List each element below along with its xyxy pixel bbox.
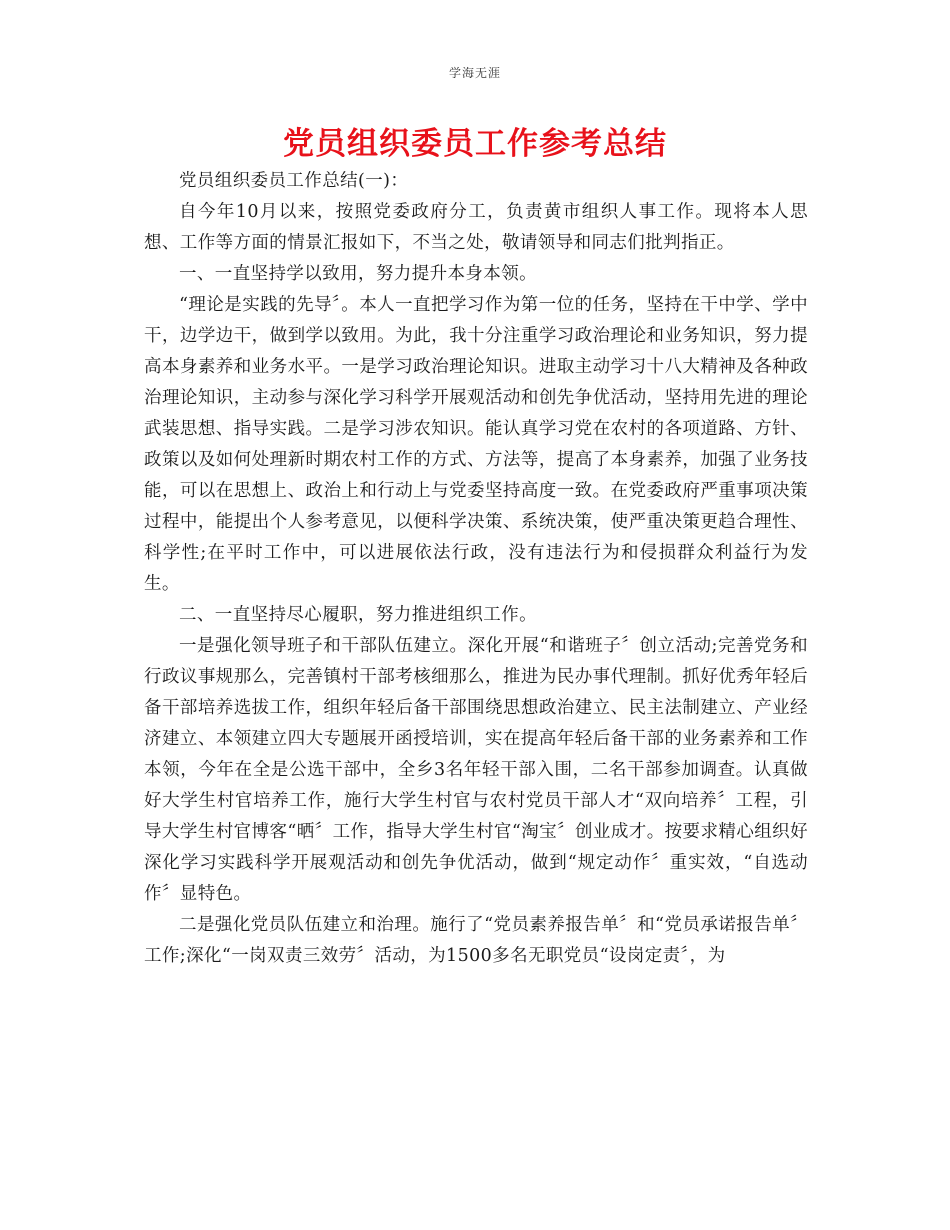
intro-paragraph: 自今年10月以来，按照党委政府分工，负责黄市组织人事工作。现将本人思想、工作等方面的情景汇报如下，不当之处，敬请领导和同志们批判指正。 xyxy=(144,202,808,253)
section-heading-duty: 二、一直坚持尽心履职，努力推进组织工作。 xyxy=(179,605,537,625)
page-header: 学海无涯 xyxy=(448,66,501,80)
party-member-paragraph: 二是强化党员队伍建立和治理。施行了“党员素养报告单〞和“党员承诺报告单〞工作;深化“一岗双责三效劳〞活动，为1500多名无职党员“设岗定责〞，为 xyxy=(144,915,808,966)
document-title: 党员组织委员工作参考总结 xyxy=(283,126,667,162)
document-body xyxy=(144,166,808,972)
study-paragraph: “理论是实践的先导〞。本人一直把学习作为第一位的任务，坚持在干中学、学中干，边学边干，做到学以致用。为此，我十分注重学习政治理论和业务知识，努力提高本身素养和业务水平。一是学习政治理论知识。进取主动学习十八大精神及各种政治理论知识，主动参与深化学习科学开展观活动和创先争优活动，坚持用先进的理论武装思想、指导实践。二是学习涉农知识。能认真学习党在农村的各项道路、方针、政策以及如何处理新时期农村工作的方式、方法等，提高了本身素养，加强了业务技能，可以在思想上、政治上和行动上与党委坚持高度一致。在党委政府严重事项决策过程中，能提出个人参考意见，以便科学决策、系统决策，使严重决策更趋合理性、科学性;在平时工作中，可以进展依法行政，没有违法行为和侵损群众利益行为发生。 xyxy=(144,295,808,594)
leadership-paragraph: 一是强化领导班子和干部队伍建立。深化开展“和谐班子〞创立活动;完善党务和行政议事规那么，完善镇村干部考核细那么，推进为民办事代理制。抓好优秀年轻后备干部培养选拔工作，组织年轻后备干部围绕思想政治建立、民主法制建立、产业经济建立、本领建立四大专题展开函授培训，实在提高年轻后备干部的业务素养和工作本领，今年在全是公选干部中，全乡3名年轻干部入围，二名干部参加调查。认真做好大学生村官培养工作，施行大学生村官与农村党员干部人才“双向培养〞工程，引导大学生村官博客“晒〞工作，指导大学生村官“淘宝〞创业成才。按要求精心组织好深化学习实践科学开展观活动和创先争优活动，做到“规定动作〞重实效，“自选动作〞显特色。 xyxy=(144,636,808,904)
section-heading-summary-one: 党员组织委员工作总结(一)： xyxy=(179,171,409,191)
section-heading-study: 一、一直坚持学以致用，努力提升本身本领。 xyxy=(179,264,537,284)
